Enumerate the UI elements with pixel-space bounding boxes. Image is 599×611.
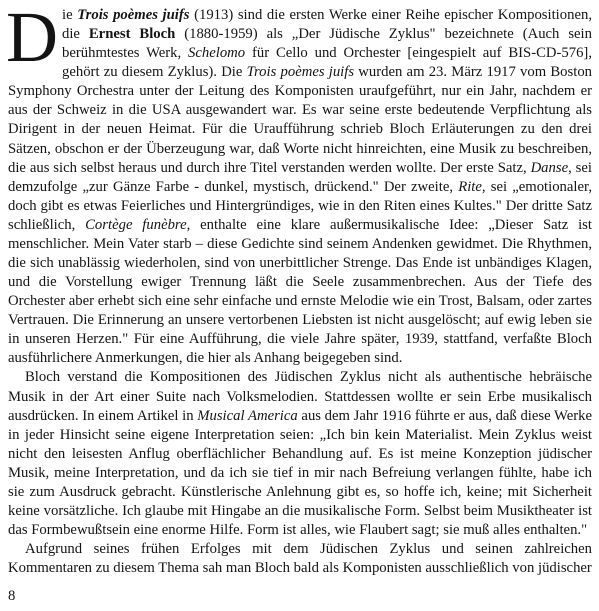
drop-cap: D: [6, 0, 58, 77]
paragraph-early-success: [8, 540, 592, 578]
bold-italic-title: Trois poèmes juifs: [77, 7, 190, 23]
italic-title: Rite: [458, 178, 482, 195]
document-page: [6, 0, 593, 578]
italic-title: Cortège funèbre: [85, 216, 187, 233]
text-run: , enthalte eine klare außermusikalische Idee: „Dieser Satz ist menschlicher. Mein Vater starb – diese Gedichte sind seinem Andenken gewidmet. Die Rhythmen, die sich unablässig wiederholen, sind von unerbittlicher Strenge. Das Ende ist unbändiges Klagen, und die Vorstellung ewiger Trennung läßt die Seele zusammenbrechen. Aus der Tiefe des Orchester aber erhebt sich eine sehr einfache und ernste Melodie wie ein Trost, Balsam, oder zartes Vertrauen. Die Erinnerung an unsere vertorbenen Liebsten ist nicht ausgelöscht; auf ewig leben sie in unseren Herzen." Für eine Aufführung, die viele Jahre später, 1939, stattfand, verfaßte Bloch ausführlichere Anmerkungen, die hier als Anhang beigegeben sind.: [8, 216, 592, 367]
text-run: Aufgrund seines frühen Erfolges mit dem Jüdischen Zyklus und seinen zahlreichen Kommentaren zu diesem Thema sah man Bloch bald als Komponisten ausschließlich von jüdischer: [8, 541, 592, 577]
text-run: Bloch verstand die Kompositionen des Jüdischen Zyklus nicht als authentische hebräische Musik in der Art einer Suite nach Volksmelodien. Stattdessen wollte er sein Erbe musikalisch ausdrücken. In einem Artikel in: [8, 369, 592, 424]
page-number: 8: [8, 588, 16, 604]
text-run: für Cello und Orchester [eingespielt auf BIS-CD-576], gehört zu diesem Zyklus). Die: [62, 45, 592, 81]
text-run: ie: [62, 7, 78, 23]
italic-title: Musical America: [197, 407, 298, 424]
paragraph-jewish-cycle: [8, 368, 592, 540]
text-run: (1913) sind die ersten Werke einer Reihe epischer Kompositionen, die: [62, 7, 592, 43]
text-run: , sei demzufolge „zur Gänze Farbe - dunkel, mystisch, drückend." Der zweite,: [8, 159, 592, 195]
bold-name: Ernest Bloch: [88, 26, 176, 43]
paragraph-intro: [6, 0, 593, 368]
italic-title: Trois poèmes juifs: [246, 64, 355, 81]
italic-title: Schelomo: [188, 45, 246, 62]
text-run: aus dem Jahr 1916 führte er aus, daß diese Werke in jeder Hinsicht seine eigene Interpretation seien: „Ich bin kein Materialist. Mein Zyklus weist nicht den leisesten Anflug oberflächlicher Behandlung auf. Es ist meine Konzeption jüdischer Musik, meine Interpretation, und da ich sie tief in mir nach Befreiung verlangen fühlte, habe ich sie zum Ausdruck gebracht. Künstlerische Anlehnung gibt es, so hoffe ich, keine; mit Sicherheit keine vorsätzliche. Ich glaube mit Hingabe an die musikalische Form. Selbst beim Musiktheater ist das Formbewußtsein eine enorme Hilfe. Form ist alles, wie Flaubert sagt; sie muß alles enthalten.": [8, 407, 592, 539]
text-run: (1880-1959) als „Der Jüdische Zyklus" bezeichnete (Auch sein berühmtestes Werk,: [62, 26, 592, 62]
italic-title: Danse: [530, 159, 569, 176]
text-run: wurden am 23. März 1917 vom Boston Symphony Orchestra unter der Leitung des Komponisten uraufgeführt, nur ein Jahr, nachdem er aus der Schweiz in die USA ausgewandert war. Es war seine erste bedeutende Verpflichtung als Dirigent in der neuen Heimat. Für die Uraufführung schrieb Bloch Erläuterungen zu den drei Sätzen, obschon er der Überzeugung war, daß Worte nicht hinreichten, eine Musik zu beschreiben, die aus sich selbst heraus und durch ihre Titel verstanden werden wollte. Der erste Satz,: [8, 64, 593, 176]
text-run: , sei „emotionaler, doch gibt es etwas Feierliches und Hintergründiges, wie in den Riten eines Kultes." Der dritte Satz schließlich,: [8, 178, 592, 233]
